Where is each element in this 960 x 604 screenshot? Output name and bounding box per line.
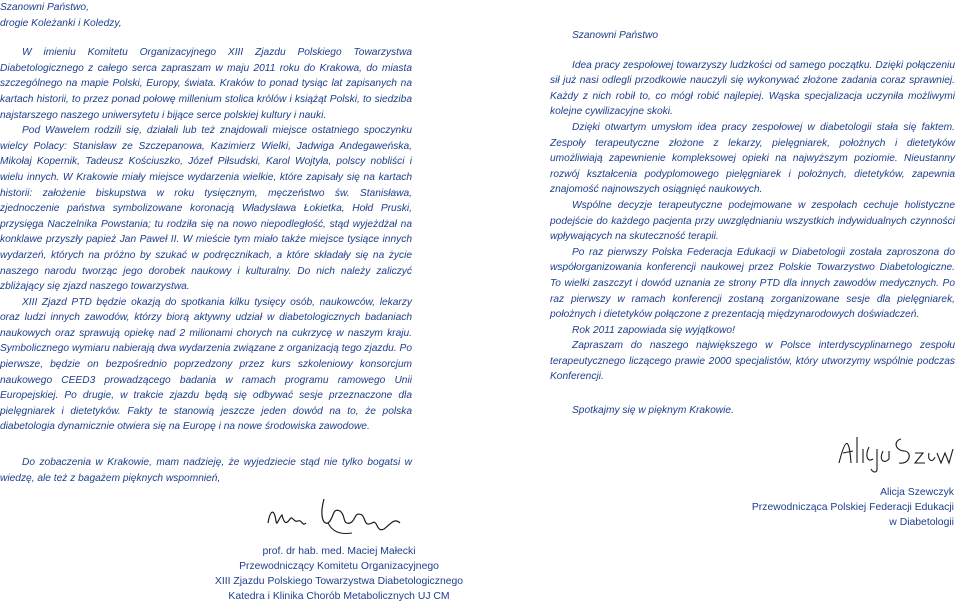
right-paragraph-5: Rok 2011 zapowiada się wyjątkowo! <box>572 324 735 336</box>
right-signature-line-2: w Diabetologii <box>889 517 954 528</box>
signature-alicja-szewczyk <box>835 429 957 473</box>
left-paragraph-3: XIII Zjazd PTD będzie okazją do spotkania kilku tysięcy osób, naukowców, lekarzy oraz ludzi innych zawodów, którzy biorą aktywny udział w diabetologicznych badaniach naukowych oraz sprawują opiekę nad 2 milionami chorych na cukrzycę w naszym kraju. Symbolicznego wymiaru nabierają dwa wydarzenia związane z organizacją tego zjazdu. Po pierwsze, będzie on bezpośrednio poprzedzony przez kurs szkoleniowy konsorcjum naukowego CEED3 prowadzącego badania w ramach programu ramowego Unii Europejskiej. Po drugie, w trakcie zjazdu będą się odbywać sesje przeznaczone dla pielęgniarek i dietetyków. Fakty te stanowią jeszcze jeden dowód na to, że polska diabetologia dynamicznie otwiera się na Europę i na nowe środowiska zawodowe. <box>0 296 412 433</box>
left-greeting-line-2: drogie Koleżanki i Koledzy, <box>0 17 122 29</box>
left-greeting-line-1: Szanowni Państwo, <box>0 2 89 13</box>
right-paragraph-1: Idea pracy zespołowej towarzyszy ludzkości od samego początku. Dzięki połączeniu sił już nasi odlegli przodkowie nauczyli się wykonywać złożone zadania coraz sprawniej. Każdy z nich robił to, co mógł robić najlepiej. Wąska specjalizacja uczyniła możliwymi kolejne cywilizacyjne skoki. <box>550 59 955 118</box>
right-paragraph-2: Dzięki otwartym umysłom idea pracy zespołowej w diabetologii stała się faktem. Zespoły terapeutyczne złożone z lekarzy, pielęgniarek, położnych i dietetyków umożliwiają zapewnienie kompleksowej opieki na najwyższym poziomie. Nieustanny rozwój kształcenia podyplomowego pielęgniarek i położnych, dietetyków, zapewnia znajomość najnowszych osiągnięć naukowych. <box>550 121 955 196</box>
right-signature-name: Alicja Szewczyk <box>880 487 954 498</box>
right-greeting: Szanowni Państwo <box>572 30 659 41</box>
right-paragraph-3: Wspólne decyzje terapeutyczne podejmowane w zespołach cechuje holistyczne podejście do każdego pacjenta przy uwzględnianiu wszystkich indywidualnych czynności wpływających na skuteczność terapii. <box>550 199 955 243</box>
right-signature-line-1: Przewodnicząca Polskiej Federacji Edukacji <box>751 502 954 513</box>
right-paragraph-4: Po raz pierwszy Polska Federacja Edukacji w Diabetologii została zaproszona do współorganizowania konferencji naukowej przez Polskie Towarzystwo Diabetologiczne. To wielki zaszczyt i dowód uznania ze strony PTD dla innych zawodów medycznych. Po raz pierwszy w ramach konferencji zostaną zorganizowane sesje dla pielęgniarek, położnych i dietetyków połączone z prezentacją międzynarodowych doświadczeń. <box>550 246 955 321</box>
right-signature-block <box>694 485 954 530</box>
left-letter <box>0 0 412 435</box>
left-signature-line-2: XIII Zjazdu Polskiego Towarzystwa Diabetologicznego <box>214 576 464 587</box>
left-signature-line-3: Katedra i Klinika Chorób Metabolicznych UJ CM <box>228 591 450 602</box>
left-signature-name: prof. dr hab. med. Maciej Małecki <box>262 546 416 557</box>
right-closing: Spotkajmy się w pięknym Krakowie. <box>572 405 734 417</box>
left-paragraph-1: W imieniu Komitetu Organizacyjnego XIII Zjazdu Polskiego Towarzystwa Diabetologicznego z całego serca zapraszam w maju 2011 roku do Krakowa, do miasta szczególnego na mapie Polski, Europy, świata. Kraków to ponad tysiąc lat zapisanych na kartach historii, to przez ponad połowę millenium stolica królów i książąt Polski, to siedziba najstarszego naszego uniwersytetu i bijące serce polskiej kultury i nauki. <box>0 47 412 121</box>
left-signature-block <box>150 544 528 604</box>
left-paragraph-2: Pod Wawelem rodzili się, działali lub też znajdowali miejsce ostatniego spoczynku wielcy Polacy: Stanisław ze Szczepanowa, Kazimierz Wielki, Jadwiga Andegaweńska, Mikołaj Kopernik, Tadeusz Kościuszko, Józef Piłsudski, Karol Wojtyła, polscy nobliści i wielu innych. W Krakowie miały miejsce wydarzenia wielkie, które zapisały się na kartach historii: założenie biskupstwa w roku tysięcznym, męczeństwo św. Stanisława, zjednoczenie państwa symbolizowane koronacją Władysława Łokietka, Hołd Pruski, przysięga Naczelnika Powstania; tu rodziła się na nowo niepodległość, stąd wyjeżdżał na konklawe przyszły papież Jan Paweł II. W mieście tym miało także miejsce tysiące innych wydarzeń, których na próżno by szukać w podręcznikach, a które składały się na życie naszego narodu tworząc jego dorobek naukowy i kulturalny. Do nich należy zaliczyć zbliżający się zjazd naszego towarzystwa. <box>0 125 412 293</box>
left-signature-line-1: Przewodniczący Komitetu Organizacyjnego <box>239 561 439 572</box>
right-paragraph-6: Zapraszam do naszego największego w Polsce interdyscyplinarnego zespołu terapeutycznego liczącego prawie 2000 specjalistów, który utworzymy wspólnie podczas Konferencji. <box>550 340 955 383</box>
right-letter <box>550 28 955 419</box>
left-closing: Do zobaczenia w Krakowie, mam nadzieję, że wyjedziecie stąd nie tylko bogatsi w wiedzę, ale też z bagażem pięknych wspomnień, <box>0 457 412 484</box>
signature-maciej-malecki <box>262 493 408 539</box>
